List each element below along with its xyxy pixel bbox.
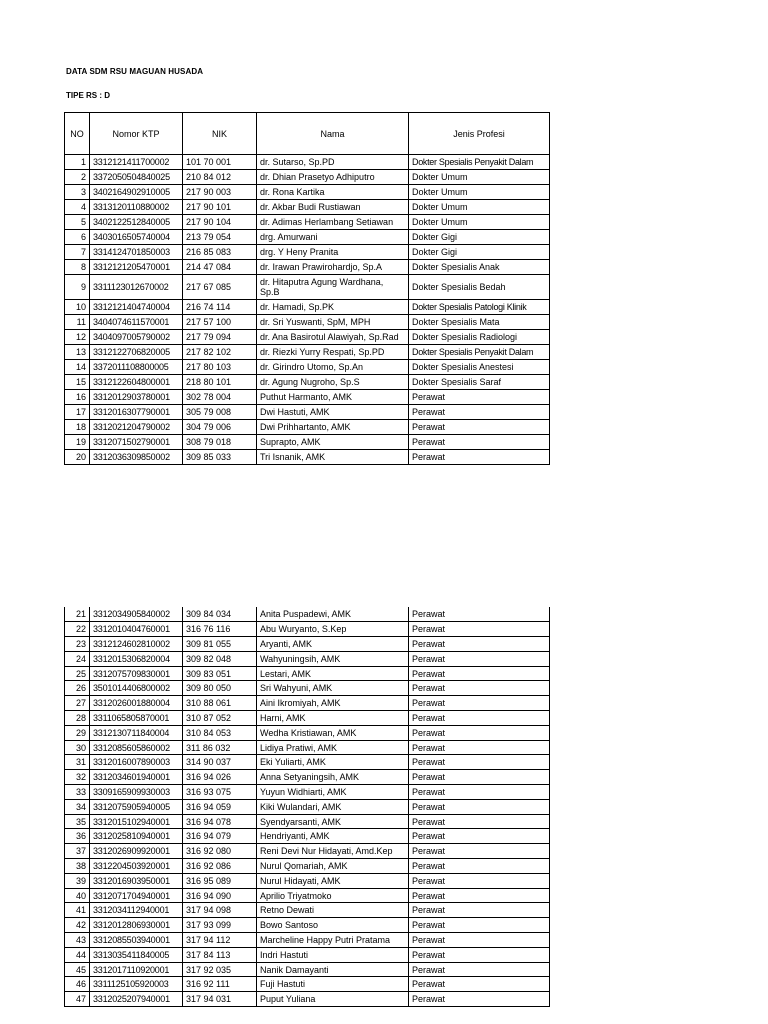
cell-profession: Perawat — [409, 651, 550, 666]
cell-nik: 310 87 052 — [183, 711, 257, 726]
cell-ktp: 3312025207940001 — [90, 992, 183, 1007]
cell-profession: Perawat — [409, 888, 550, 903]
cell-no: 34 — [65, 799, 90, 814]
cell-nik: 101 70 001 — [183, 155, 257, 170]
cell-name: Eki Yuliarti, AMK — [257, 755, 409, 770]
table-row — [65, 829, 550, 844]
cell-name: Hendriyanti, AMK — [257, 829, 409, 844]
cell-profession: Perawat — [409, 405, 550, 420]
cell-nik: 217 90 104 — [183, 215, 257, 230]
table-row — [65, 859, 550, 874]
cell-name: Dwi Hastuti, AMK — [257, 405, 409, 420]
cell-name: Yuyun Widhiarti, AMK — [257, 785, 409, 800]
cell-no: 22 — [65, 622, 90, 637]
cell-profession: Dokter Umum — [409, 185, 550, 200]
cell-profession: Perawat — [409, 681, 550, 696]
cell-profession: Perawat — [409, 755, 550, 770]
cell-profession: Perawat — [409, 933, 550, 948]
cell-profession: Perawat — [409, 770, 550, 785]
cell-name: dr. Agung Nugroho, Sp.S — [257, 375, 409, 390]
table-row — [65, 725, 550, 740]
cell-no: 2 — [65, 170, 90, 185]
table-row — [65, 315, 550, 330]
cell-profession: Perawat — [409, 666, 550, 681]
table-row — [65, 918, 550, 933]
cell-nik: 217 90 101 — [183, 200, 257, 215]
table-row — [65, 888, 550, 903]
table-row — [65, 785, 550, 800]
cell-ktp: 3312025810940001 — [90, 829, 183, 844]
cell-nik: 314 90 037 — [183, 755, 257, 770]
cell-ktp: 3402122512840005 — [90, 215, 183, 230]
cell-profession: Perawat — [409, 947, 550, 962]
cell-ktp: 3312015102940001 — [90, 814, 183, 829]
cell-nik: 317 93 099 — [183, 918, 257, 933]
cell-profession: Dokter Umum — [409, 200, 550, 215]
cell-ktp: 3312075905940005 — [90, 799, 183, 814]
cell-profession: Perawat — [409, 420, 550, 435]
table-row — [65, 637, 550, 652]
cell-no: 31 — [65, 755, 90, 770]
cell-name: Marcheline Happy Putri Pratama — [257, 933, 409, 948]
cell-name: Nurul Qomariah, AMK — [257, 859, 409, 874]
cell-no: 29 — [65, 725, 90, 740]
cell-ktp: 3312121205470001 — [90, 260, 183, 275]
cell-no: 23 — [65, 637, 90, 652]
table-row — [65, 814, 550, 829]
cell-nik: 317 84 113 — [183, 947, 257, 962]
cell-profession: Dokter Umum — [409, 215, 550, 230]
cell-ktp: 3312085605860002 — [90, 740, 183, 755]
table-row — [65, 155, 550, 170]
cell-nik: 309 82 048 — [183, 651, 257, 666]
cell-name: dr. Adimas Herlambang Setiawan — [257, 215, 409, 230]
cell-name: Dwi Prihhartanto, AMK — [257, 420, 409, 435]
cell-no: 16 — [65, 390, 90, 405]
cell-ktp: 3372050504840025 — [90, 170, 183, 185]
cell-ktp: 3404074611570001 — [90, 315, 183, 330]
cell-nik: 316 93 075 — [183, 785, 257, 800]
cell-no: 7 — [65, 245, 90, 260]
cell-profession: Dokter Spesialis Anak — [409, 260, 550, 275]
cell-nik: 305 79 008 — [183, 405, 257, 420]
cell-ktp: 3501014406800002 — [90, 681, 183, 696]
column-header-nik: NIK — [183, 113, 257, 155]
cell-no: 14 — [65, 360, 90, 375]
cell-nik: 217 82 102 — [183, 345, 257, 360]
cell-name: dr. Rona Kartika — [257, 185, 409, 200]
cell-ktp: 3311123012670002 — [90, 275, 183, 300]
cell-ktp: 3312017110920001 — [90, 962, 183, 977]
cell-profession: Dokter Spesialis Radiologi — [409, 330, 550, 345]
cell-nik: 316 92 086 — [183, 859, 257, 874]
cell-ktp: 3312121404740004 — [90, 300, 183, 315]
cell-ktp: 3311125105920003 — [90, 977, 183, 992]
cell-no: 10 — [65, 300, 90, 315]
cell-profession: Perawat — [409, 903, 550, 918]
cell-profession: Dokter Gigi — [409, 230, 550, 245]
cell-profession: Perawat — [409, 918, 550, 933]
cell-nik: 316 94 079 — [183, 829, 257, 844]
cell-profession: Perawat — [409, 992, 550, 1007]
table-row — [65, 375, 550, 390]
cell-nik: 316 94 026 — [183, 770, 257, 785]
cell-profession: Perawat — [409, 785, 550, 800]
cell-no: 28 — [65, 711, 90, 726]
cell-ktp: 3312071704940001 — [90, 888, 183, 903]
cell-name: dr. Akbar Budi Rustiawan — [257, 200, 409, 215]
cell-no: 21 — [65, 607, 90, 622]
cell-profession: Perawat — [409, 844, 550, 859]
cell-no: 18 — [65, 420, 90, 435]
cell-nik: 216 85 083 — [183, 245, 257, 260]
cell-nik: 317 94 112 — [183, 933, 257, 948]
table-row — [65, 977, 550, 992]
cell-nik: 317 94 031 — [183, 992, 257, 1007]
cell-profession: Perawat — [409, 859, 550, 874]
cell-profession: Perawat — [409, 725, 550, 740]
column-header-no: NO — [65, 113, 90, 155]
cell-profession: Perawat — [409, 740, 550, 755]
cell-name: Reni Devi Nur Hidayati, Amd.Kep — [257, 844, 409, 859]
cell-nik: 309 84 034 — [183, 607, 257, 622]
table-row — [65, 360, 550, 375]
cell-no: 33 — [65, 785, 90, 800]
cell-no: 13 — [65, 345, 90, 360]
cell-no: 4 — [65, 200, 90, 215]
cell-ktp: 3312121411700002 — [90, 155, 183, 170]
cell-nik: 217 80 103 — [183, 360, 257, 375]
cell-profession: Dokter Spesialis Penyakit Dalam — [409, 345, 550, 360]
cell-profession: Dokter Spesialis Penyakit Dalam — [409, 155, 550, 170]
cell-ktp: 3312130711840004 — [90, 725, 183, 740]
cell-nik: 316 92 111 — [183, 977, 257, 992]
cell-ktp: 3314124701850003 — [90, 245, 183, 260]
column-header-ktp: Nomor KTP — [90, 113, 183, 155]
cell-name: Syendyarsanti, AMK — [257, 814, 409, 829]
table-row — [65, 230, 550, 245]
cell-ktp: 3312016903950001 — [90, 873, 183, 888]
cell-profession: Perawat — [409, 637, 550, 652]
cell-no: 40 — [65, 888, 90, 903]
cell-name: Indri Hastuti — [257, 947, 409, 962]
table-row — [65, 696, 550, 711]
cell-no: 38 — [65, 859, 90, 874]
table-row — [65, 420, 550, 435]
cell-ktp: 3312124602810002 — [90, 637, 183, 652]
cell-name: dr. Ana Basirotul Alawiyah, Sp.Rad — [257, 330, 409, 345]
cell-name: Anna Setyaningsih, AMK — [257, 770, 409, 785]
table-row — [65, 170, 550, 185]
cell-ktp: 3312010404760001 — [90, 622, 183, 637]
cell-name: dr. Sutarso, Sp.PD — [257, 155, 409, 170]
cell-name: drg. Amurwani — [257, 230, 409, 245]
table-row — [65, 681, 550, 696]
table-row — [65, 933, 550, 948]
cell-no: 44 — [65, 947, 90, 962]
cell-nik: 309 85 033 — [183, 450, 257, 465]
cell-name: Bowo Santoso — [257, 918, 409, 933]
table-row — [65, 300, 550, 315]
cell-profession: Perawat — [409, 977, 550, 992]
cell-no: 39 — [65, 873, 90, 888]
cell-no: 12 — [65, 330, 90, 345]
cell-no: 25 — [65, 666, 90, 681]
cell-no: 46 — [65, 977, 90, 992]
cell-nik: 210 84 012 — [183, 170, 257, 185]
cell-nik: 311 86 032 — [183, 740, 257, 755]
cell-ktp: 3312015306820004 — [90, 651, 183, 666]
table-row — [65, 947, 550, 962]
cell-no: 9 — [65, 275, 90, 300]
cell-ktp: 3312026909920001 — [90, 844, 183, 859]
cell-nik: 302 78 004 — [183, 390, 257, 405]
cell-name: dr. Sri Yuswanti, SpM, MPH — [257, 315, 409, 330]
cell-no: 43 — [65, 933, 90, 948]
table-row — [65, 755, 550, 770]
cell-no: 45 — [65, 962, 90, 977]
cell-ktp: 3313035411840005 — [90, 947, 183, 962]
cell-profession: Perawat — [409, 829, 550, 844]
cell-profession: Perawat — [409, 799, 550, 814]
cell-nik: 310 88 061 — [183, 696, 257, 711]
table-row — [65, 345, 550, 360]
cell-nik: 214 47 084 — [183, 260, 257, 275]
cell-profession: Perawat — [409, 622, 550, 637]
cell-ktp: 3312034112940001 — [90, 903, 183, 918]
staff-table-page-1 — [64, 112, 550, 465]
cell-nik: 217 79 094 — [183, 330, 257, 345]
cell-name: Abu Wuryanto, S.Kep — [257, 622, 409, 637]
cell-ktp: 3312034601940001 — [90, 770, 183, 785]
table-row — [65, 330, 550, 345]
cell-name: Tri Isnanik, AMK — [257, 450, 409, 465]
cell-profession: Perawat — [409, 450, 550, 465]
cell-nik: 316 76 116 — [183, 622, 257, 637]
staff-table-page-2 — [64, 607, 550, 1007]
cell-no: 11 — [65, 315, 90, 330]
cell-no: 8 — [65, 260, 90, 275]
table-row — [65, 962, 550, 977]
table-row — [65, 260, 550, 275]
cell-ktp: 3309165909930003 — [90, 785, 183, 800]
cell-name: Suprapto, AMK — [257, 435, 409, 450]
cell-name: Kiki Wulandari, AMK — [257, 799, 409, 814]
table-row — [65, 711, 550, 726]
cell-profession: Dokter Spesialis Saraf — [409, 375, 550, 390]
cell-no: 47 — [65, 992, 90, 1007]
table-row — [65, 622, 550, 637]
table-row — [65, 799, 550, 814]
table-row — [65, 200, 550, 215]
cell-name: Lidiya Pratiwi, AMK — [257, 740, 409, 755]
table-row — [65, 873, 550, 888]
cell-no: 27 — [65, 696, 90, 711]
cell-no: 30 — [65, 740, 90, 755]
cell-no: 32 — [65, 770, 90, 785]
cell-name: Puthut Harmanto, AMK — [257, 390, 409, 405]
cell-nik: 216 74 114 — [183, 300, 257, 315]
cell-nik: 304 79 006 — [183, 420, 257, 435]
cell-nik: 308 79 018 — [183, 435, 257, 450]
table-row — [65, 275, 550, 300]
cell-no: 24 — [65, 651, 90, 666]
cell-ktp: 3402164902910005 — [90, 185, 183, 200]
hospital-type: TIPE RS : D — [66, 91, 111, 100]
table-row — [65, 651, 550, 666]
cell-no: 20 — [65, 450, 90, 465]
cell-profession: Dokter Umum — [409, 170, 550, 185]
table-row — [65, 245, 550, 260]
cell-name: dr. Hitaputra Agung Wardhana, Sp.B — [257, 275, 409, 300]
table-row — [65, 770, 550, 785]
cell-name: Anita Puspadewi, AMK — [257, 607, 409, 622]
cell-profession: Perawat — [409, 711, 550, 726]
cell-ktp: 3312071502790001 — [90, 435, 183, 450]
table-row — [65, 450, 550, 465]
cell-ktp: 3312204503920001 — [90, 859, 183, 874]
cell-no: 35 — [65, 814, 90, 829]
table-row — [65, 903, 550, 918]
cell-no: 3 — [65, 185, 90, 200]
cell-ktp: 3403016505740004 — [90, 230, 183, 245]
table-row — [65, 435, 550, 450]
cell-ktp: 3312012903780001 — [90, 390, 183, 405]
cell-nik: 317 94 098 — [183, 903, 257, 918]
cell-ktp: 3313120110880002 — [90, 200, 183, 215]
cell-no: 36 — [65, 829, 90, 844]
cell-no: 26 — [65, 681, 90, 696]
cell-name: dr. Girindro Utomo, Sp.An — [257, 360, 409, 375]
cell-name: Nanik Damayanti — [257, 962, 409, 977]
cell-ktp: 3404097005790002 — [90, 330, 183, 345]
cell-ktp: 3311065805870001 — [90, 711, 183, 726]
table-row — [65, 405, 550, 420]
table-row — [65, 607, 550, 622]
cell-name: Aprilio Triyatmoko — [257, 888, 409, 903]
table-row — [65, 390, 550, 405]
cell-name: dr. Riezki Yurry Respati, Sp.PD — [257, 345, 409, 360]
cell-nik: 218 80 101 — [183, 375, 257, 390]
table-row — [65, 666, 550, 681]
cell-name: Harni, AMK — [257, 711, 409, 726]
cell-ktp: 3312026001880004 — [90, 696, 183, 711]
cell-profession: Dokter Spesialis Bedah — [409, 275, 550, 300]
cell-name: Nurul Hidayati, AMK — [257, 873, 409, 888]
table-row — [65, 992, 550, 1007]
cell-name: dr. Hamadi, Sp.PK — [257, 300, 409, 315]
cell-nik: 310 84 053 — [183, 725, 257, 740]
cell-ktp: 3312075709830001 — [90, 666, 183, 681]
cell-name: Wahyuningsih, AMK — [257, 651, 409, 666]
cell-nik: 213 79 054 — [183, 230, 257, 245]
cell-ktp: 3312034905840002 — [90, 607, 183, 622]
cell-nik: 217 67 085 — [183, 275, 257, 300]
cell-nik: 217 57 100 — [183, 315, 257, 330]
cell-no: 41 — [65, 903, 90, 918]
cell-name: Sri Wahyuni, AMK — [257, 681, 409, 696]
cell-profession: Perawat — [409, 696, 550, 711]
cell-nik: 316 92 080 — [183, 844, 257, 859]
cell-no: 42 — [65, 918, 90, 933]
cell-profession: Dokter Gigi — [409, 245, 550, 260]
cell-profession: Perawat — [409, 435, 550, 450]
cell-no: 1 — [65, 155, 90, 170]
cell-ktp: 3312036309850002 — [90, 450, 183, 465]
cell-nik: 316 95 089 — [183, 873, 257, 888]
cell-profession: Perawat — [409, 814, 550, 829]
cell-name: Lestari, AMK — [257, 666, 409, 681]
cell-no: 17 — [65, 405, 90, 420]
cell-nik: 316 94 059 — [183, 799, 257, 814]
cell-no: 15 — [65, 375, 90, 390]
cell-nik: 309 83 051 — [183, 666, 257, 681]
cell-no: 5 — [65, 215, 90, 230]
cell-name: Retno Dewati — [257, 903, 409, 918]
cell-ktp: 3312016307790001 — [90, 405, 183, 420]
cell-nik: 316 94 078 — [183, 814, 257, 829]
cell-ktp: 3312016007890003 — [90, 755, 183, 770]
cell-ktp: 3312122706820005 — [90, 345, 183, 360]
document-title: DATA SDM RSU MAGUAN HUSADA — [66, 67, 204, 76]
cell-name: Aryanti, AMK — [257, 637, 409, 652]
cell-nik: 309 80 050 — [183, 681, 257, 696]
cell-nik: 316 94 090 — [183, 888, 257, 903]
cell-no: 6 — [65, 230, 90, 245]
cell-name: dr. Irawan Prawirohardjo, Sp.A — [257, 260, 409, 275]
cell-name: drg. Y Heny Pranita — [257, 245, 409, 260]
cell-nik: 217 90 003 — [183, 185, 257, 200]
column-header-name: Nama — [257, 113, 409, 155]
cell-ktp: 3372011108800005 — [90, 360, 183, 375]
cell-name: dr. Dhian Prasetyo Adhiputro — [257, 170, 409, 185]
cell-profession: Dokter Spesialis Anestesi — [409, 360, 550, 375]
cell-ktp: 3312012806930001 — [90, 918, 183, 933]
cell-nik: 317 92 035 — [183, 962, 257, 977]
cell-profession: Perawat — [409, 390, 550, 405]
cell-profession: Dokter Spesialis Mata — [409, 315, 550, 330]
table-header-row — [65, 113, 550, 155]
cell-name: Fuji Hastuti — [257, 977, 409, 992]
table-row — [65, 844, 550, 859]
cell-profession: Perawat — [409, 607, 550, 622]
column-header-profession: Jenis Profesi — [409, 113, 550, 155]
table-row — [65, 215, 550, 230]
cell-ktp: 3312085503940001 — [90, 933, 183, 948]
cell-profession: Dokter Spesialis Patologi Klinik — [409, 300, 550, 315]
table-row — [65, 740, 550, 755]
cell-ktp: 3312021204790002 — [90, 420, 183, 435]
cell-ktp: 3312122604800001 — [90, 375, 183, 390]
cell-profession: Perawat — [409, 962, 550, 977]
cell-name: Wedha Kristiawan, AMK — [257, 725, 409, 740]
cell-name: Aini Ikromiyah, AMK — [257, 696, 409, 711]
cell-no: 19 — [65, 435, 90, 450]
cell-profession: Perawat — [409, 873, 550, 888]
cell-nik: 309 81 055 — [183, 637, 257, 652]
table-row — [65, 185, 550, 200]
cell-name: Puput Yuliana — [257, 992, 409, 1007]
cell-no: 37 — [65, 844, 90, 859]
